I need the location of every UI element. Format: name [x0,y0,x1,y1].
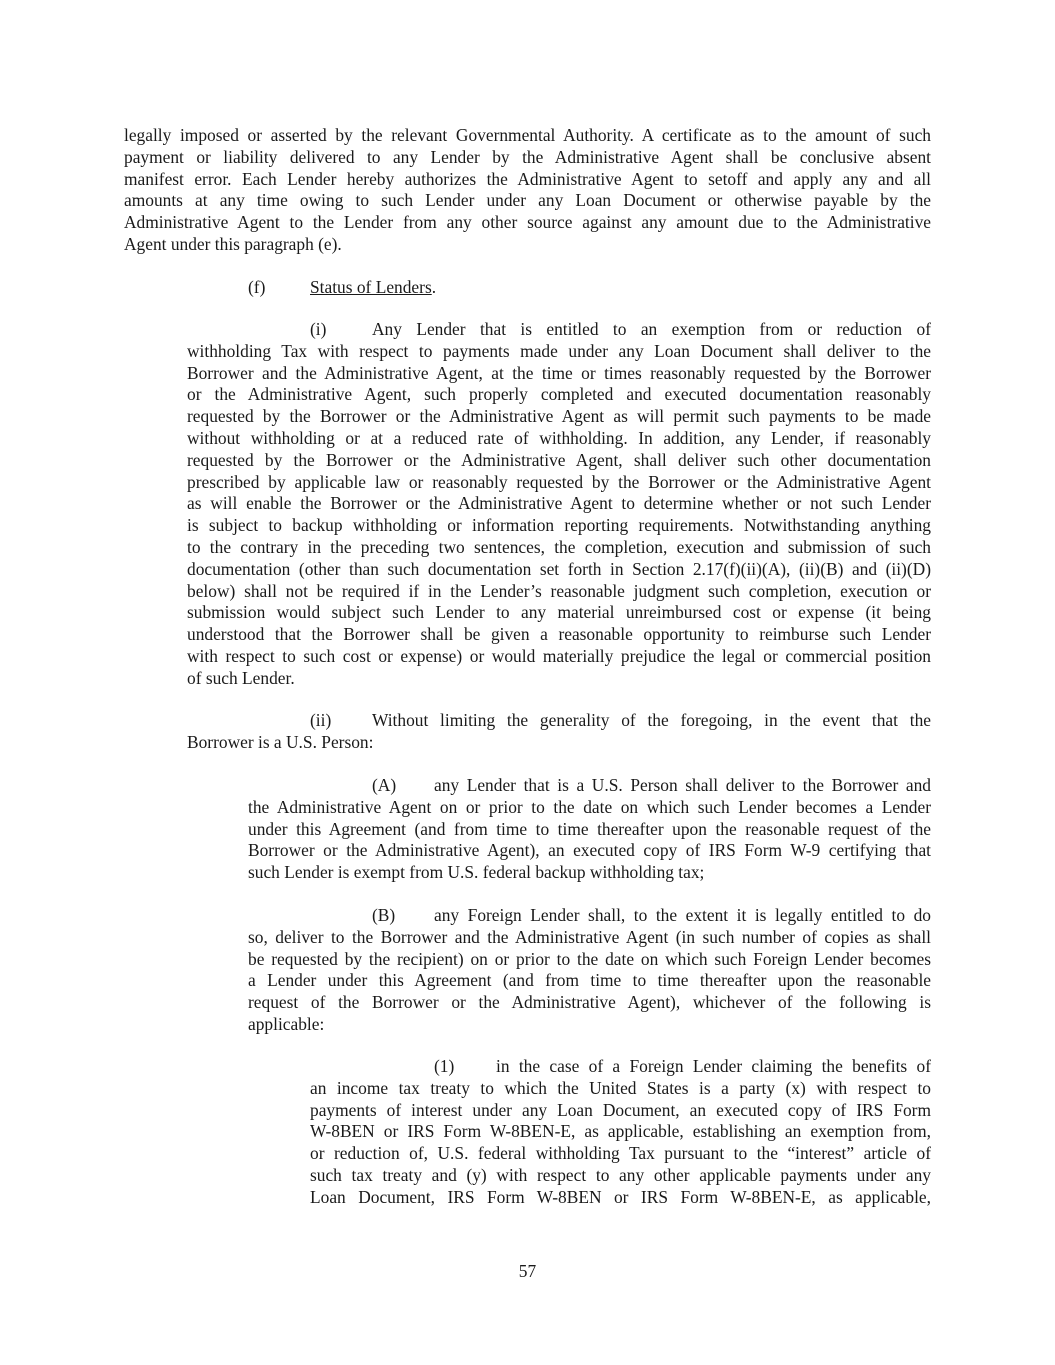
text-line: so, deliver to the Borrower and the Administrative Agent (in such number of copies as shall [248,926,931,947]
page-number: 57 [518,1261,537,1281]
text-line: be requested by the recipient) on or prior to the date on which such Foreign Lender becomes [248,948,931,969]
text-line: in the case of a Foreign Lender claiming the benefits of [496,1056,931,1076]
text-line: requested by the Borrower or the Administrative Agent as will permit such payments to be made [187,406,931,427]
text-line: amounts at any time owing to such Lender under any Loan Document or otherwise payable by the [124,190,931,211]
text-line: manifest error. Each Lender hereby authorizes the Administrative Agent to setoff and apply any and all [124,168,931,189]
text-line: is subject to backup withholding or information reporting requirements. Notwithstanding anything [187,515,931,536]
text-line: or the Administrative Agent, such properly completed and executed documentation reasonably [187,384,931,405]
text-line: applicable: [248,1013,325,1034]
clause-A [248,775,931,884]
subsection-number: (ii) [310,710,332,730]
text-line: W-8BEN or IRS Form W-8BEN-E, as applicable, establishing an exemption from, [310,1121,931,1142]
text-line: Administrative Agent to the Lender from any other source against any amount due to the Administrative [124,212,931,233]
text-line: request of the Borrower or the Administrative Agent), whichever of the following is [248,992,931,1013]
text-line: documentation (other than such documentation set forth in Section 2.17(f)(ii)(A), (ii)(B) and (ii)(D) [187,558,931,579]
text-line: a Lender under this Agreement (and from time to time thereafter upon the reasonable [248,970,931,991]
text-line: payment or liability delivered to any Lender by the Administrative Agent shall be conclusive absent [124,146,931,167]
subsection-ii [187,710,931,754]
text-line: Agent under this paragraph (e). [124,233,342,254]
text-line: an income tax treaty to which the United States is a party (x) with respect to [310,1077,931,1098]
item-first-line [310,1056,931,1078]
text-line: the Administrative Agent on or prior to the date on which such Lender becomes a Lender [248,796,931,817]
text-line: any Foreign Lender shall, to the extent it is legally entitled to do [434,905,931,925]
paragraph-e-continuation [124,125,931,256]
subsection-first-line [187,319,931,341]
subsection-number: (i) [310,319,327,339]
text-line: as will enable the Borrower or the Administrative Agent to determine whether or not such Lender [187,493,931,514]
text-line: understood that the Borrower shall be given a reasonable opportunity to reimburse such Lender [187,624,931,645]
text-line: withholding Tax with respect to payments made under any Loan Document shall deliver to the [187,340,931,361]
text-line: below) shall not be required if in the Lender’s reasonable judgment such completion, execution or [187,580,931,601]
item-number: (1) [434,1056,455,1076]
text-line: with respect to such cost or expense) or would materially prejudice the legal or commercial position [187,645,931,666]
section-number: (f) [248,277,266,297]
text-line: Any Lender that is entitled to an exemption from or reduction of [372,319,931,339]
text-line: submission would subject such Lender to any material unreimbursed cost or expense (it being [187,602,931,623]
text-line: Borrower and the Administrative Agent, at the time or times reasonably requested by the Borrower [187,362,931,383]
clause-number: (B) [372,905,396,925]
text-line: Without limiting the generality of the foregoing, in the event that the [372,710,931,730]
text-line: requested by the Borrower or the Administrative Agent, shall deliver such other documentation [187,449,931,470]
section-title: Status of Lenders [310,277,432,297]
text-line: or reduction of, U.S. federal withholding Tax pursuant to the “interest” article of [310,1143,931,1164]
text-line: such tax treaty and (y) with respect to any other applicable payments under any [310,1164,931,1185]
text-line: Borrower is a U.S. Person: [187,731,374,752]
subsection-i [187,319,931,690]
item-1 [310,1056,931,1209]
clause-first-line [248,905,931,927]
text-line: Loan Document, IRS Form W-8BEN or IRS Form W-8BEN-E, as applicable, [310,1186,931,1207]
text-line: any Lender that is a U.S. Person shall deliver to the Borrower and [434,775,931,795]
section-title-period: . [431,277,437,297]
text-line: of such Lender. [187,667,295,688]
text-line: Borrower or the Administrative Agent), an executed copy of IRS Form W-9 certifying that [248,840,931,861]
text-line: without withholding or at a reduced rate of withholding. In addition, any Lender, if reasonably [187,427,931,448]
text-line: under this Agreement (and from time to time thereafter upon the reasonable request of the [248,818,931,839]
clause-B [248,905,931,1036]
text-line: legally imposed or asserted by the relevant Governmental Authority. A certificate as to the amount of such [124,125,931,145]
text-line: such Lender is exempt from U.S. federal backup withholding tax; [248,862,705,883]
text-line: payments of interest under any Loan Document, an executed copy of IRS Form [310,1099,931,1120]
text-line: to the contrary in the preceding two sentences, the completion, execution and submission of such [187,536,931,557]
clause-number: (A) [372,775,397,795]
subsection-first-line [187,710,931,732]
section-f-heading [248,277,848,299]
clause-first-line [248,775,931,797]
text-line: prescribed by applicable law or reasonably requested by the Borrower or the Administrative Agent [187,471,931,492]
